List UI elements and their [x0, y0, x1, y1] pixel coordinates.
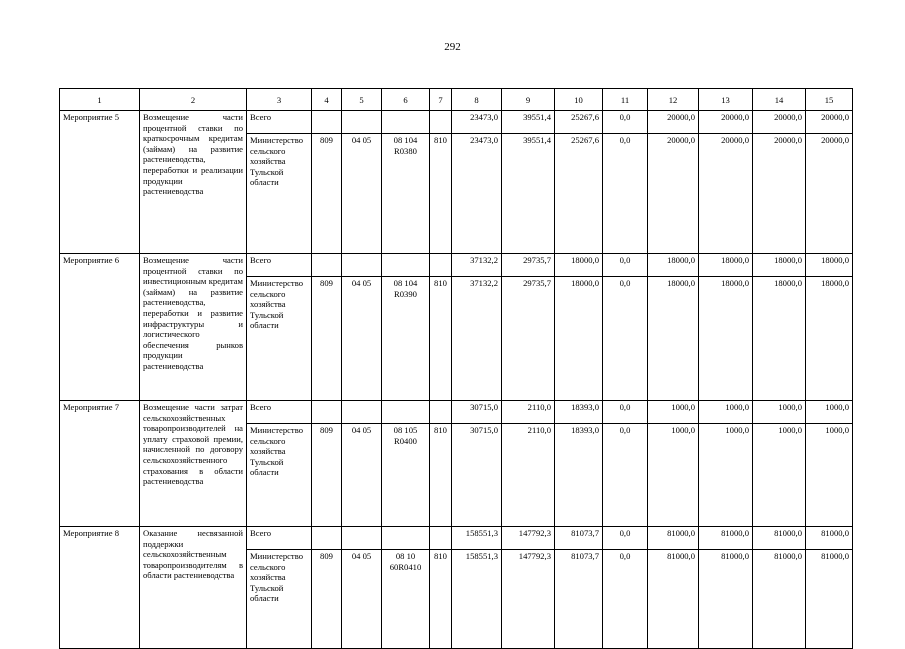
ministry-col-9: 147792,3 — [502, 550, 555, 649]
total-col-9: 147792,3 — [502, 527, 555, 550]
total-col-14: 81000,0 — [753, 527, 806, 550]
total-col-14: 20000,0 — [753, 111, 806, 134]
col-header-2: 2 — [140, 89, 247, 111]
total-col-15: 81000,0 — [806, 527, 853, 550]
col-header-7: 7 — [430, 89, 452, 111]
ministry-col-9: 39551,4 — [502, 134, 555, 254]
empty-cell — [342, 401, 382, 424]
ministry-label: Министерство сельского хозяйства Тульской области — [247, 134, 312, 254]
expense-type-code: 810 — [430, 424, 452, 527]
total-col-13: 20000,0 — [699, 111, 753, 134]
measure-name: Мероприятие 7 — [60, 401, 140, 527]
ministry-col-13: 81000,0 — [699, 550, 753, 649]
total-col-8: 158551,3 — [452, 527, 502, 550]
ministry-col-11: 0,0 — [603, 550, 648, 649]
col-header-9: 9 — [502, 89, 555, 111]
empty-cell — [430, 527, 452, 550]
measure-description: Возмещение части процентной ставки по краткосрочным кредитам (займам) на развитие растениеводства, переработки и реализации продукции растениеводства — [140, 111, 247, 254]
ministry-col-8: 37132,2 — [452, 277, 502, 401]
empty-cell — [382, 527, 430, 550]
target-article-code: 08 104 R0380 — [382, 134, 430, 254]
col-header-15: 15 — [806, 89, 853, 111]
total-label: Всего — [247, 527, 312, 550]
ministry-col-10: 25267,6 — [555, 134, 603, 254]
total-col-15: 1000,0 — [806, 401, 853, 424]
ministry-col-11: 0,0 — [603, 277, 648, 401]
empty-cell — [342, 111, 382, 134]
ministry-code: 809 — [312, 277, 342, 401]
measure-description: Оказание несвязанной поддержки сельскохозяйственным товаропроизводителям в области растениеводства — [140, 527, 247, 649]
measure-total-row — [60, 254, 853, 277]
measure-total-row — [60, 401, 853, 424]
program-table — [59, 88, 853, 649]
measure-name: Мероприятие 5 — [60, 111, 140, 254]
expense-type-code: 810 — [430, 134, 452, 254]
expense-type-code: 810 — [430, 550, 452, 649]
ministry-code: 809 — [312, 134, 342, 254]
empty-cell — [382, 254, 430, 277]
empty-cell — [312, 401, 342, 424]
ministry-label: Министерство сельского хозяйства Тульской области — [247, 424, 312, 527]
ministry-col-12: 81000,0 — [648, 550, 699, 649]
empty-cell — [312, 527, 342, 550]
ministry-col-15: 18000,0 — [806, 277, 853, 401]
col-header-11: 11 — [603, 89, 648, 111]
empty-cell — [382, 111, 430, 134]
expense-type-code: 810 — [430, 277, 452, 401]
ministry-label: Министерство сельского хозяйства Тульской области — [247, 277, 312, 401]
ministry-col-14: 1000,0 — [753, 424, 806, 527]
total-col-13: 1000,0 — [699, 401, 753, 424]
total-col-12: 20000,0 — [648, 111, 699, 134]
measure-name: Мероприятие 8 — [60, 527, 140, 649]
total-col-13: 18000,0 — [699, 254, 753, 277]
col-header-6: 6 — [382, 89, 430, 111]
ministry-col-12: 1000,0 — [648, 424, 699, 527]
ministry-label: Министерство сельского хозяйства Тульской области — [247, 550, 312, 649]
ministry-col-10: 81073,7 — [555, 550, 603, 649]
total-col-8: 23473,0 — [452, 111, 502, 134]
total-col-13: 81000,0 — [699, 527, 753, 550]
total-col-11: 0,0 — [603, 527, 648, 550]
ministry-col-15: 1000,0 — [806, 424, 853, 527]
ministry-col-8: 23473,0 — [452, 134, 502, 254]
ministry-col-13: 18000,0 — [699, 277, 753, 401]
measure-description: Возмещение части процентной ставки по инвестиционным кредитам (займам) на развитие растениеводства, переработки и развитие инфраструктуры и логистического обеспечения рынков продукции растениеводства — [140, 254, 247, 401]
section-code: 04 05 — [342, 550, 382, 649]
total-label: Всего — [247, 111, 312, 134]
measure-total-row — [60, 527, 853, 550]
ministry-code: 809 — [312, 424, 342, 527]
total-col-10: 81073,7 — [555, 527, 603, 550]
total-label: Всего — [247, 401, 312, 424]
section-code: 04 05 — [342, 134, 382, 254]
column-number-header-row — [60, 89, 853, 111]
ministry-col-15: 20000,0 — [806, 134, 853, 254]
total-col-8: 30715,0 — [452, 401, 502, 424]
ministry-col-12: 18000,0 — [648, 277, 699, 401]
target-article-code: 08 104 R0390 — [382, 277, 430, 401]
ministry-col-11: 0,0 — [603, 134, 648, 254]
ministry-col-15: 81000,0 — [806, 550, 853, 649]
ministry-col-10: 18000,0 — [555, 277, 603, 401]
total-col-12: 1000,0 — [648, 401, 699, 424]
ministry-col-9: 29735,7 — [502, 277, 555, 401]
ministry-col-12: 20000,0 — [648, 134, 699, 254]
total-col-14: 18000,0 — [753, 254, 806, 277]
total-label: Всего — [247, 254, 312, 277]
ministry-col-14: 18000,0 — [753, 277, 806, 401]
target-article-code: 08 105 R0400 — [382, 424, 430, 527]
col-header-10: 10 — [555, 89, 603, 111]
total-col-15: 20000,0 — [806, 111, 853, 134]
empty-cell — [342, 527, 382, 550]
ministry-col-14: 81000,0 — [753, 550, 806, 649]
col-header-13: 13 — [699, 89, 753, 111]
ministry-col-9: 2110,0 — [502, 424, 555, 527]
section-code: 04 05 — [342, 424, 382, 527]
empty-cell — [312, 111, 342, 134]
ministry-col-8: 158551,3 — [452, 550, 502, 649]
total-col-15: 18000,0 — [806, 254, 853, 277]
measure-total-row — [60, 111, 853, 134]
total-col-12: 81000,0 — [648, 527, 699, 550]
total-col-10: 18000,0 — [555, 254, 603, 277]
col-header-3: 3 — [247, 89, 312, 111]
col-header-12: 12 — [648, 89, 699, 111]
col-header-14: 14 — [753, 89, 806, 111]
ministry-col-13: 1000,0 — [699, 424, 753, 527]
total-col-10: 25267,6 — [555, 111, 603, 134]
col-header-1: 1 — [60, 89, 140, 111]
measure-name: Мероприятие 6 — [60, 254, 140, 401]
target-article-code: 08 10 60R0410 — [382, 550, 430, 649]
ministry-col-13: 20000,0 — [699, 134, 753, 254]
total-col-14: 1000,0 — [753, 401, 806, 424]
empty-cell — [312, 254, 342, 277]
total-col-11: 0,0 — [603, 111, 648, 134]
total-col-8: 37132,2 — [452, 254, 502, 277]
ministry-col-10: 18393,0 — [555, 424, 603, 527]
col-header-5: 5 — [342, 89, 382, 111]
total-col-12: 18000,0 — [648, 254, 699, 277]
empty-cell — [430, 254, 452, 277]
empty-cell — [382, 401, 430, 424]
total-col-10: 18393,0 — [555, 401, 603, 424]
col-header-8: 8 — [452, 89, 502, 111]
measure-description: Возмещение части затрат сельскохозяйственных товаропроизводителей на уплату страховой премии, начисленной по договору сельскохозяйственного страхования в области растениеводства — [140, 401, 247, 527]
empty-cell — [430, 111, 452, 134]
col-header-4: 4 — [312, 89, 342, 111]
total-col-9: 39551,4 — [502, 111, 555, 134]
total-col-11: 0,0 — [603, 401, 648, 424]
total-col-9: 2110,0 — [502, 401, 555, 424]
total-col-9: 29735,7 — [502, 254, 555, 277]
section-code: 04 05 — [342, 277, 382, 401]
empty-cell — [342, 254, 382, 277]
ministry-code: 809 — [312, 550, 342, 649]
ministry-col-11: 0,0 — [603, 424, 648, 527]
empty-cell — [430, 401, 452, 424]
page-number: 292 — [444, 41, 461, 53]
ministry-col-8: 30715,0 — [452, 424, 502, 527]
total-col-11: 0,0 — [603, 254, 648, 277]
ministry-col-14: 20000,0 — [753, 134, 806, 254]
